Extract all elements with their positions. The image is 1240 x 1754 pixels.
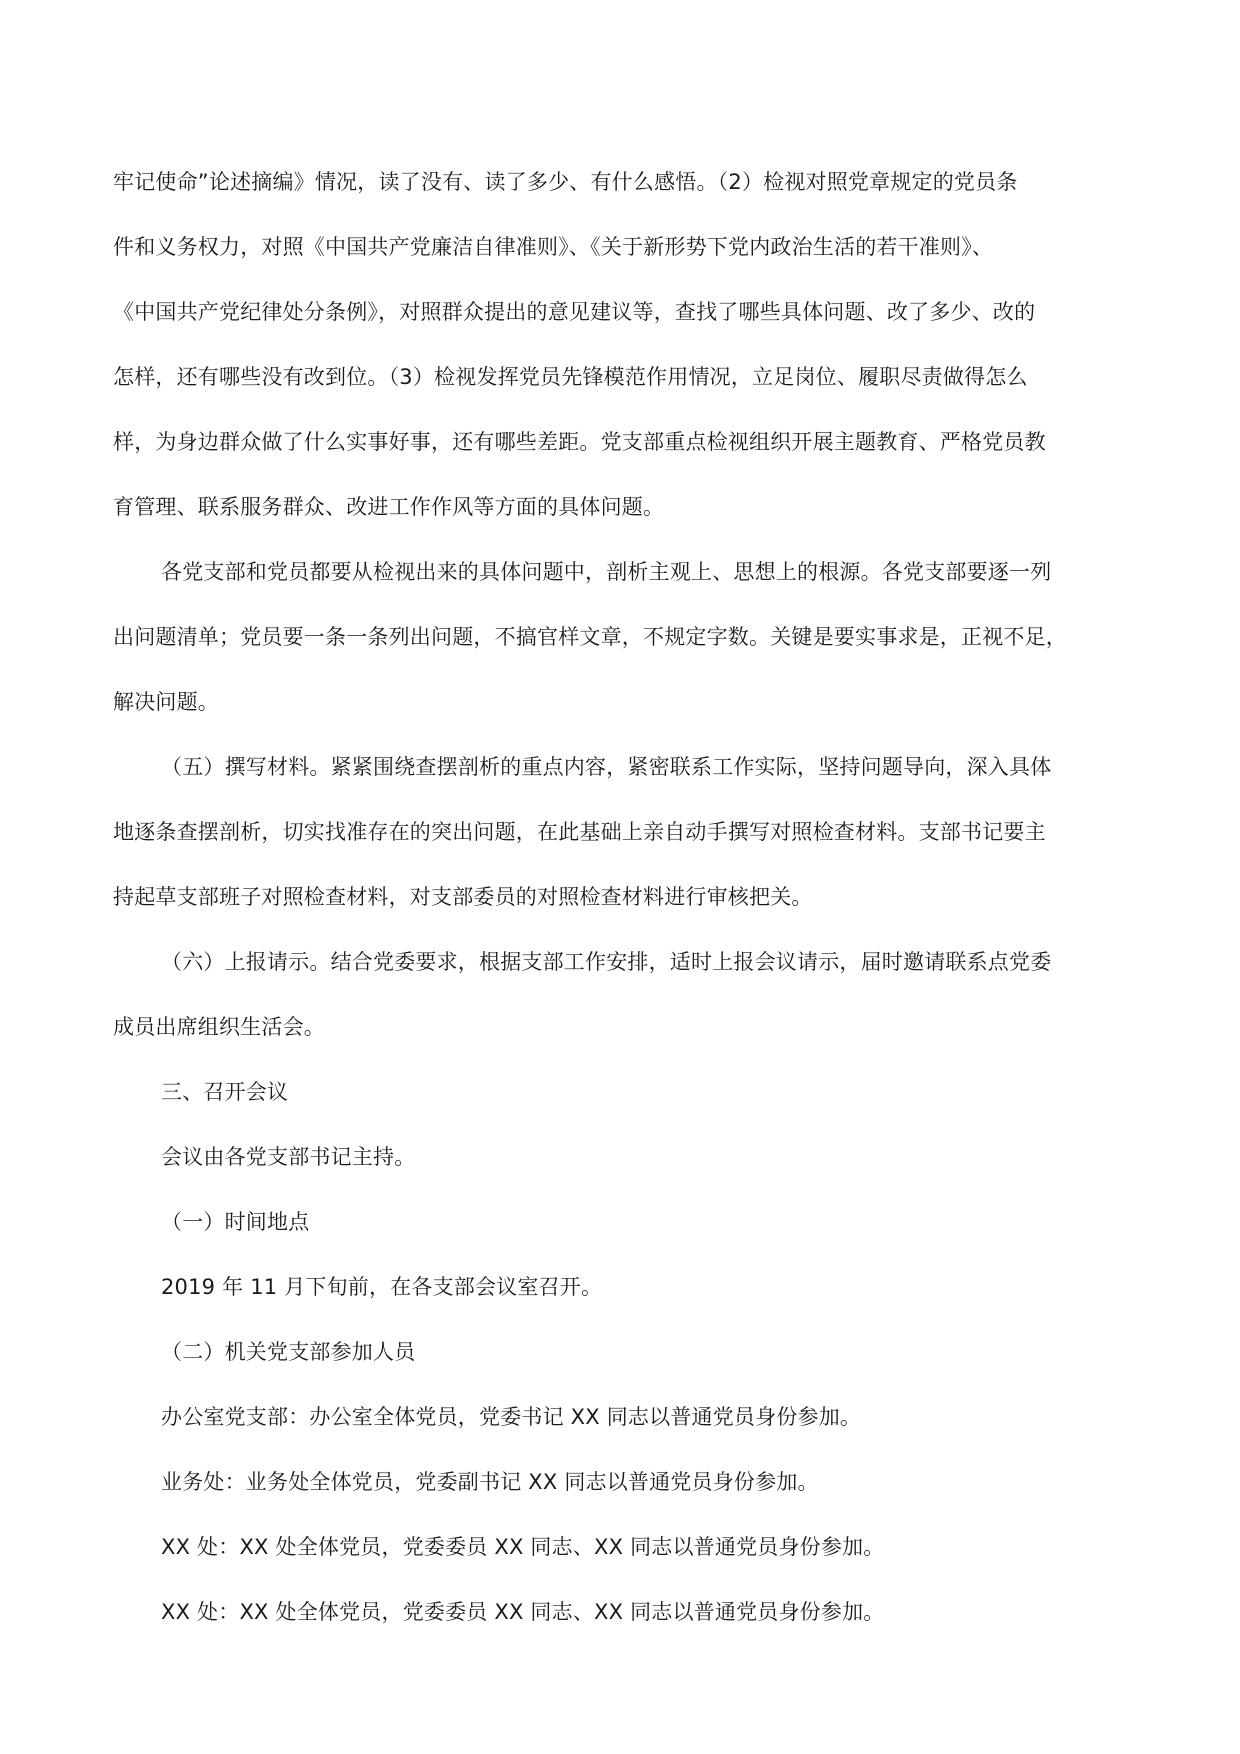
text-line: 成员出席组织生活会。	[113, 1015, 325, 1039]
text-line: 样，为身边群众做了什么实事好事，还有哪些差距。党支部重点检视组织开展主题教育、严格党员教	[113, 430, 1046, 454]
text-line: 件和义务权力，对照《中国共产党廉洁自律准则》、《关于新形势下党内政治生活的若干准则》、	[113, 235, 994, 259]
text-line: （六）上报请示。结合党委要求，根据支部工作安排，适时上报会议请示，届时邀请联系点党委	[161, 950, 1052, 974]
text-line: 《中国共产党纪律处分条例》，对照群众提出的意见建议等，查找了哪些具体问题、改了多少、改的	[113, 300, 1036, 324]
text-line: （二）机关党支部参加人员	[161, 1340, 416, 1364]
text-line: 解决问题。	[113, 690, 219, 714]
text-line: 三、召开会议	[161, 1080, 289, 1104]
text-line: 怎样，还有哪些没有改到位。（3）检视发挥党员先锋模范作用情况，立足岗位、履职尽责做得怎么	[113, 365, 1028, 389]
text-line: 地逐条查摆剖析，切实找准存在的突出问题，在此基础上亲自动手撰写对照检查材料。支部书记要主	[113, 820, 1046, 844]
text-line: 会议由各党支部书记主持。	[161, 1145, 416, 1169]
text-line: 育管理、联系服务群众、改进工作作风等方面的具体问题。	[113, 495, 665, 519]
text-line: XX 处：XX 处全体党员，党委委员 XX 同志、XX 同志以普通党员身份参加。	[161, 1600, 885, 1624]
text-line: 出问题清单；党员要一条一条列出问题，不搞官样文章，不规定字数。关键是要实事求是，正视不足，	[113, 625, 1067, 649]
text-line: 各党支部和党员都要从检视出来的具体问题中，剖析主观上、思想上的根源。各党支部要逐一列	[161, 560, 1052, 584]
document-body	[113, 150, 1153, 1645]
text-line: 持起草支部班子对照检查材料，对支部委员的对照检查材料进行审核把关。	[113, 885, 813, 909]
text-line: 业务处：业务处全体党员，党委副书记 XX 同志以普通党员身份参加。	[161, 1470, 819, 1494]
text-line: XX 处：XX 处全体党员，党委委员 XX 同志、XX 同志以普通党员身份参加。	[161, 1535, 885, 1559]
text-line: （五）撰写材料。紧紧围绕查摆剖析的重点内容，紧密联系工作实际，坚持问题导向，深入具体	[161, 755, 1052, 779]
text-line: 牢记使命”论述摘编》情况，读了没有、读了多少、有什么感悟。（2）检视对照党章规定的党员条	[113, 170, 1018, 194]
text-line: 2019 年 11 月下旬前，在各支部会议室召开。	[161, 1275, 603, 1299]
text-line: 办公室党支部：办公室全体党员，党委书记 XX 同志以普通党员身份参加。	[161, 1405, 862, 1429]
text-line: （一）时间地点	[161, 1210, 310, 1234]
